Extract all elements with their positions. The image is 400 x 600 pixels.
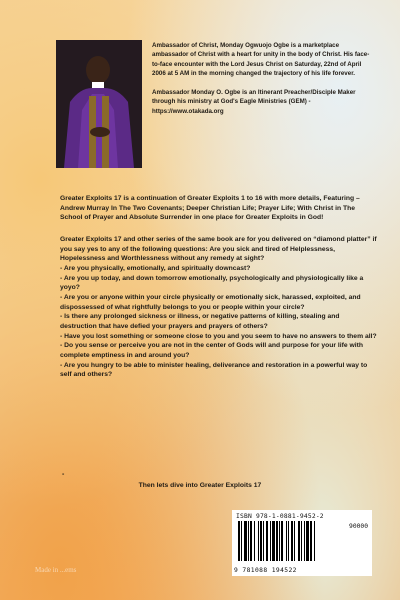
closing-line: Then lets dive into Greater Exploits 17 — [138, 482, 262, 489]
question-item: - Is there any prolonged sickness or illness, or negative patterns of killing, stealing and destruction that have defied your prayers and prayers of others? — [60, 313, 340, 330]
question-item: - Do you sense or perceive you are not in the center of Gods will and purpose for your life with complete emptiness in and around you? — [60, 342, 364, 359]
question-item: - Are you physically, emotionally, and spiritually downcast? — [60, 264, 251, 272]
barcode-bars — [238, 521, 336, 563]
bio-paragraph: Ambassador Monday O. Ogbe is an Itinerant Preacher/Disciple Maker through his ministry at God's Eagle Ministries (GEM) - https://www.otakada.org — [152, 89, 356, 115]
description-paragraph: Greater Exploits 17 and other series of the same book are for you delivered on “diamond platter” if you say yes to any of the following questions: Are you sick and tired of Helplessness, Hopelessness and Worthlessness without any remedy at sight? — [60, 235, 377, 263]
question-item: - Have you lost something or someone close to you and you seem to have no answers to them all? — [60, 332, 377, 340]
book-description — [60, 194, 378, 380]
price-code: 90000 — [349, 523, 368, 530]
ean-number: 9 781088 194522 — [234, 567, 297, 574]
bio-paragraph: Ambassador of Christ, Monday Ogwuojo Ogbe is a marketplace ambassador of Christ with a heart for unity in the body of Christ. His face-to-face encounter with the Lord Jesus Christ on Saturday, 22nd of April 2006 at 5 AM in the morning changed the trajectory of his life forever. — [152, 42, 370, 77]
watermark-text: Made in ...ems — [35, 566, 77, 574]
question-item: - Are you hungry to be able to minister healing, deliverance and restoration in a powerful way to self and others? — [60, 361, 368, 379]
separator-dash: - — [62, 471, 65, 478]
question-item: - Are you or anyone within your circle physically or emotionally sick, harassed, exploited, and dispossessed of what rightfully belongs to you or people within your circle? — [60, 293, 361, 311]
description-paragraph: Greater Exploits 17 is a continuation of Greater Exploits 1 to 16 with more details, Featuring – Andrew Murray In The Two Covenants; Deeper Christian Life; Prayer Life; With Christ in The School of Prayer and Absolute Surrender in one place for Greater Exploits in God! — [60, 195, 360, 222]
author-photo — [56, 40, 142, 168]
isbn-barcode — [232, 510, 372, 576]
author-bio — [152, 41, 374, 126]
isbn-label: ISBN 978-1-0881-9452-2 — [236, 513, 324, 520]
question-item: - Are you up today, and down tomorrow emotionally, psychologically and physiologically like a yoyo? — [60, 274, 364, 292]
